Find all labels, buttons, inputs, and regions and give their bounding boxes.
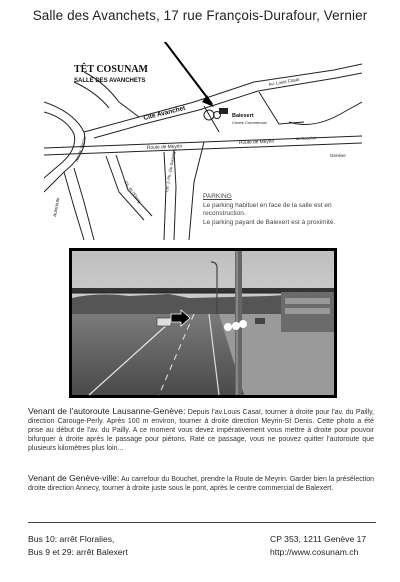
street-av-louis-casai: Av. Louis Casaï <box>268 76 300 87</box>
directions-geneve-text: Au carrefour du Bouchet, prendre la Route de Meyrin. Garder bien la présélection droite direction Annecy, tourner à droite juste sous le pont, après le centre commercial de Balexert. <box>28 476 375 493</box>
street-route-de-meyrin-2: Route de Meyrin <box>238 139 275 146</box>
parking-note <box>203 193 373 227</box>
footer-bus-info <box>28 533 128 558</box>
footer-postal-address: CP 353, 1211 Genève 17 <box>270 534 367 544</box>
street-autoroute: Autoroute <box>52 197 61 218</box>
road-photo <box>69 248 337 398</box>
directions-lausanne <box>28 407 374 453</box>
label-centre-commercial: Centre Commercial <box>232 120 267 125</box>
directions-lausanne-title: Venant de l'autoroute Lausanne-Genève: <box>28 406 186 416</box>
page-title: Salle des Avanchets, 17 rue François-Durafour, Vernier <box>32 8 368 23</box>
footer-contact <box>270 533 366 558</box>
directions-geneve-title: Venant de Genève-ville: <box>28 473 120 483</box>
footer-divider <box>28 522 376 523</box>
street-ch-de-l-etang: Ch. de l'Etang <box>123 179 143 205</box>
label-balexert: Balexert <box>232 113 254 119</box>
label-geneve: Genève <box>330 153 346 158</box>
street-du-bouchet: du Bouchet <box>295 135 317 141</box>
directions-geneve <box>28 474 374 493</box>
street-route-de-meyrin: Route de Meyrin <box>146 144 183 151</box>
footer-bus-line-2: Bus 9 et 29: arrêt Balexert <box>28 546 128 557</box>
map-logo-title: TÊT COSUNAM <box>74 64 148 75</box>
directions-lausanne-text: Depuis l'av.Louis Casaï, tourner à droite pour l'av. du Pailly, direction Carouge-Perly. Après 100 m environ, tourner à droite direction Meyrin-St Denis. Cette photo a été prise au début de l'av. du Pailly. A ce moment vous devez impérativement vous mettre à droite pour pouvoir bifurquer à droite après le passage pour piétons. Raté ce passage, vous ne pouvez quitter l'autoroute que plusieurs kilomètres plus loin... <box>28 409 375 453</box>
street-cite-avanchet: Cité Avanchet <box>142 104 187 122</box>
parking-line-2: Le parking payant de Balexert est à proximité. <box>203 218 336 226</box>
parking-title: PARKING <box>203 193 232 200</box>
street-ch-j-ph-de-sauvage: Ch. J.-Ph.-De-Sauvage <box>164 148 177 193</box>
map-logo-subtitle: SALLE DES AVANCHETS <box>74 78 146 84</box>
parking-line-1: Le parking habituel en face de la salle est en reconstruction. <box>203 201 332 217</box>
street-rte-de-vernier: Rte de Vernier <box>74 135 88 163</box>
footer-bus-line-1: Bus 10: arrêt Floralies, <box>28 534 115 544</box>
footer-website-link[interactable]: http://www.cosunam.ch <box>270 546 359 557</box>
